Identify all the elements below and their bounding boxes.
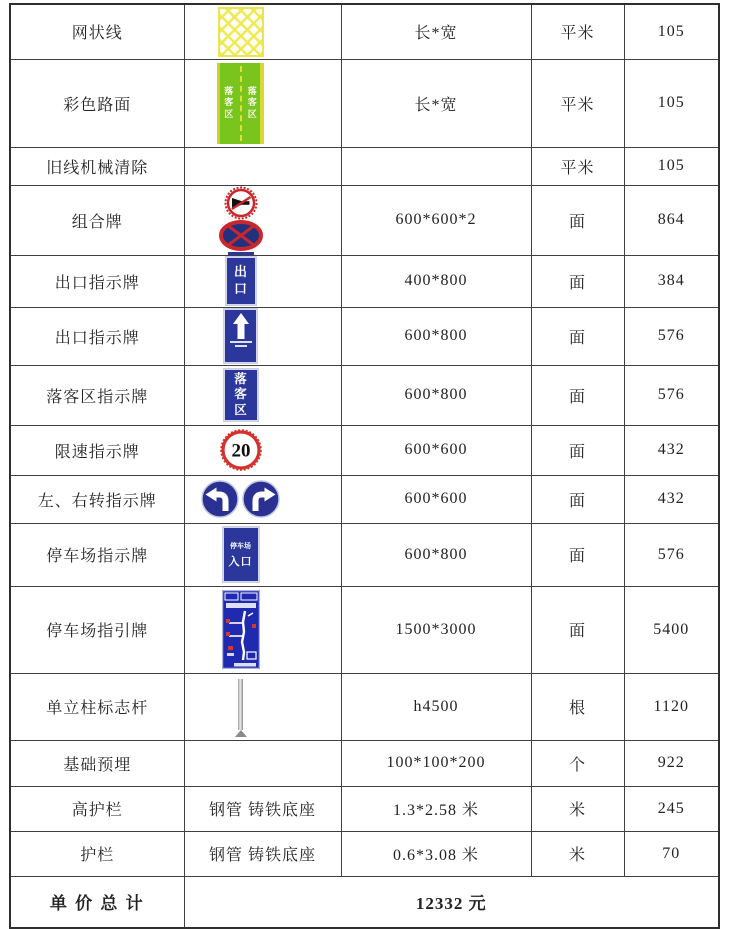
- item-name-cell: 高护栏: [10, 786, 184, 831]
- arrow-up-icon: [232, 313, 250, 339]
- exit-arrow-sign: [224, 309, 257, 363]
- dropoff-zone-sign: [224, 369, 258, 421]
- item-spec-cell: 1500*3000: [341, 586, 531, 673]
- item-image-cell: [184, 4, 341, 59]
- sign-graphic-wrap: [184, 369, 319, 421]
- guardrail-material-text: 钢管 铸铁底座: [208, 802, 316, 819]
- item-image-cell: [184, 831, 341, 876]
- item-spec-cell: 长*宽: [341, 4, 531, 59]
- item-image-cell: [184, 185, 341, 255]
- item-image-cell: [184, 740, 341, 786]
- item-name-cell: 网状线: [10, 4, 184, 59]
- sign-pole-image: [235, 677, 247, 737]
- item-image-cell: [184, 147, 341, 185]
- item-spec-cell: h4500: [341, 673, 531, 740]
- sign-graphic-wrap: [184, 480, 319, 518]
- table-row: [10, 59, 719, 147]
- net-lines-image: [218, 7, 264, 57]
- item-spec-cell: 100*100*200: [341, 740, 531, 786]
- item-unit-cell: 平米: [531, 147, 624, 185]
- price-table: [9, 3, 720, 929]
- item-name-cell: 停车场指示牌: [10, 523, 184, 586]
- parking-entrance-sign: [223, 527, 259, 582]
- lane-label-right: 落客区: [247, 86, 257, 119]
- speed-limit-value: 20: [231, 440, 250, 462]
- fine-print-bar: [230, 341, 252, 343]
- table-row: [10, 586, 719, 673]
- item-image-cell: [184, 673, 341, 740]
- parking-entrance-bottom-label: 入口: [228, 555, 253, 568]
- total-value-cell: 12332 元: [184, 876, 719, 928]
- fine-print-bar: [235, 345, 247, 347]
- table-row: [10, 786, 719, 831]
- item-name-cell: 出口指示牌: [10, 307, 184, 365]
- pole-bar: [238, 679, 243, 730]
- item-unit-cell: 面: [531, 425, 624, 475]
- left-turn-sign-icon: [201, 480, 239, 518]
- parking-guide-sign: [222, 590, 260, 669]
- item-spec-cell: 600*800: [341, 307, 531, 365]
- table-row: [10, 307, 719, 365]
- item-image-cell: [184, 425, 341, 475]
- table-row: [10, 425, 719, 475]
- sign-graphic-wrap: [184, 257, 319, 305]
- item-price-cell: 576: [624, 365, 719, 425]
- item-spec-cell: 0.6*3.08 米: [341, 831, 531, 876]
- item-name-cell: 限速指示牌: [10, 425, 184, 475]
- item-spec-cell: [341, 147, 531, 185]
- item-price-cell: 576: [624, 523, 719, 586]
- dropoff-zone-label: 落客区: [234, 372, 247, 417]
- item-unit-cell: 米: [531, 786, 624, 831]
- table-row: [10, 740, 719, 786]
- exit-sign-label: 出口: [233, 264, 247, 296]
- sign-graphic-wrap: [184, 309, 319, 363]
- item-image-cell: [184, 255, 341, 307]
- table-row: [10, 185, 719, 255]
- item-name-cell: 左、右转指示牌: [10, 475, 184, 523]
- item-name-cell: 组合牌: [10, 185, 184, 255]
- item-price-cell: 70: [624, 831, 719, 876]
- item-spec-cell: 400*800: [341, 255, 531, 307]
- guardrail-material-text: 钢管 铸铁底座: [208, 847, 316, 864]
- pole-base: [235, 730, 247, 737]
- item-image-cell: [184, 59, 341, 147]
- sign-graphic-wrap: [184, 7, 319, 57]
- exit-sign: [226, 257, 256, 305]
- item-name-cell: 落客区指示牌: [10, 365, 184, 425]
- turn-signs-image: [201, 480, 280, 518]
- item-unit-cell: 面: [531, 365, 624, 425]
- table-row: [10, 147, 719, 185]
- item-name-cell: 基础预埋: [10, 740, 184, 786]
- price-table-body: [10, 4, 719, 928]
- table-row: [10, 365, 719, 425]
- sign-graphic-wrap: [184, 429, 319, 471]
- item-image-cell: [184, 786, 341, 831]
- item-price-cell: 576: [624, 307, 719, 365]
- item-spec-cell: 600*600: [341, 475, 531, 523]
- table-row: [10, 475, 719, 523]
- item-price-cell: 1120: [624, 673, 719, 740]
- colored-pavement-image: [217, 63, 264, 144]
- item-name-cell: 护栏: [10, 831, 184, 876]
- item-name-cell: 单立柱标志杆: [10, 673, 184, 740]
- item-unit-cell: 米: [531, 831, 624, 876]
- item-image-cell: [184, 475, 341, 523]
- item-unit-cell: 面: [531, 185, 624, 255]
- table-row: [10, 831, 719, 876]
- speed-limit-sign: [220, 429, 262, 471]
- item-spec-cell: 长*宽: [341, 59, 531, 147]
- item-unit-cell: 平米: [531, 4, 624, 59]
- item-unit-cell: 面: [531, 586, 624, 673]
- item-price-cell: 245: [624, 786, 719, 831]
- item-image-cell: [184, 365, 341, 425]
- no-stopping-sign-icon: [219, 220, 263, 251]
- no-horn-sign-icon: [224, 186, 258, 220]
- item-spec-cell: 600*800: [341, 365, 531, 425]
- parking-entrance-top-label: 停车场: [230, 542, 251, 550]
- total-label-cell: 单 价 总 计: [10, 876, 184, 928]
- item-unit-cell: 个: [531, 740, 624, 786]
- item-price-cell: 432: [624, 475, 719, 523]
- item-price-cell: 105: [624, 4, 719, 59]
- item-image-cell: [184, 523, 341, 586]
- item-image-cell: [184, 586, 341, 673]
- item-image-cell: [184, 307, 341, 365]
- item-unit-cell: 根: [531, 673, 624, 740]
- item-name-cell: 彩色路面: [10, 59, 184, 147]
- item-spec-cell: 600*600: [341, 425, 531, 475]
- sign-graphic-wrap: [184, 186, 319, 255]
- item-price-cell: 5400: [624, 586, 719, 673]
- item-unit-cell: 面: [531, 255, 624, 307]
- lane-label-left: 落客区: [224, 86, 234, 119]
- table-row: [10, 673, 719, 740]
- item-unit-cell: 面: [531, 475, 624, 523]
- item-name-cell: 出口指示牌: [10, 255, 184, 307]
- item-price-cell: 922: [624, 740, 719, 786]
- item-unit-cell: 面: [531, 307, 624, 365]
- sign-graphic-wrap: [184, 527, 319, 582]
- item-price-cell: 105: [624, 147, 719, 185]
- table-row: [10, 4, 719, 59]
- item-price-cell: 432: [624, 425, 719, 475]
- item-name-cell: 停车场指引牌: [10, 586, 184, 673]
- combo-sign-strip: [228, 252, 254, 255]
- right-turn-sign-icon: [242, 480, 280, 518]
- item-price-cell: 105: [624, 59, 719, 147]
- item-unit-cell: 面: [531, 523, 624, 586]
- item-spec-cell: 600*600*2: [341, 185, 531, 255]
- item-unit-cell: 平米: [531, 59, 624, 147]
- item-price-cell: 384: [624, 255, 719, 307]
- item-price-cell: 864: [624, 185, 719, 255]
- table-row: [10, 255, 719, 307]
- table-row: [10, 523, 719, 586]
- item-spec-cell: 600*800: [341, 523, 531, 586]
- sign-graphic-wrap: [184, 677, 319, 737]
- item-name-cell: 旧线机械清除: [10, 147, 184, 185]
- item-spec-cell: 1.3*2.58 米: [341, 786, 531, 831]
- sign-graphic-wrap: [184, 63, 319, 144]
- combo-sign-image: [219, 186, 263, 255]
- total-row: [10, 876, 719, 928]
- sign-graphic-wrap: [184, 590, 319, 669]
